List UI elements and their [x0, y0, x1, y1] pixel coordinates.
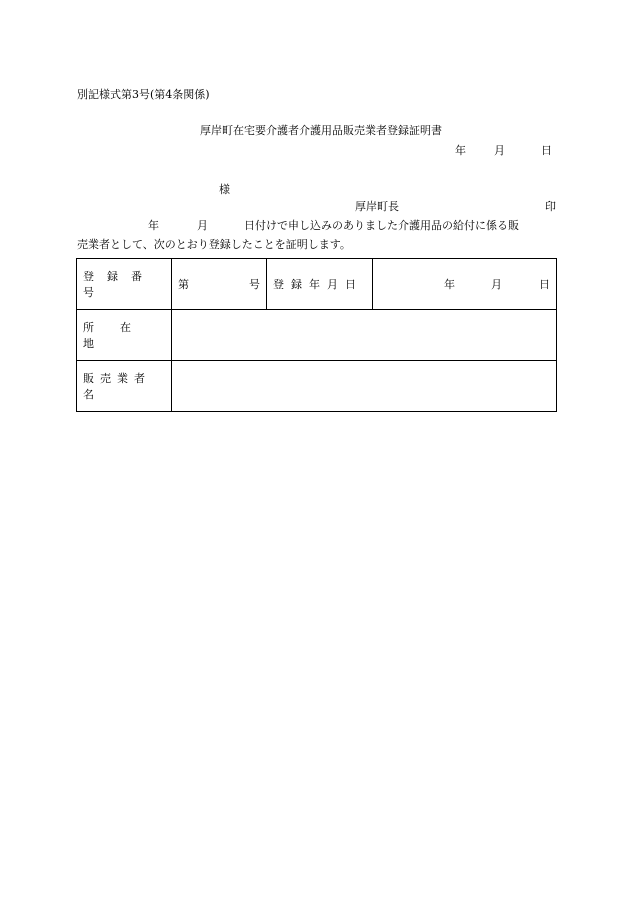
body-month: 月	[197, 219, 208, 232]
reg-date-year: 年	[444, 278, 455, 291]
reg-date-label-cell	[267, 259, 373, 310]
reg-number-prefix: 第	[178, 278, 189, 291]
table-row-vendor	[77, 361, 557, 412]
table-row-registration	[77, 259, 557, 310]
reg-date-label-text: 登録年月日	[273, 278, 363, 291]
certificate-table	[76, 258, 557, 412]
vendor-label-cell	[77, 361, 172, 412]
issue-date-year: 年	[455, 144, 466, 157]
location-label-cell	[77, 310, 172, 361]
issue-date-month: 月	[494, 144, 505, 157]
reg-number-value-cell	[172, 259, 267, 310]
table-row-location	[77, 310, 557, 361]
body-line1-text: 日付けで申し込みのありました介護用品の給付に係る販	[244, 219, 519, 232]
reg-number-label	[77, 268, 171, 300]
reg-date-value-cell	[373, 259, 557, 310]
issue-date-day: 日	[541, 144, 552, 157]
vendor-name-label-text: 販売業者名	[83, 372, 151, 401]
body-year: 年	[148, 219, 159, 232]
reg-number-label-text: 登録番号	[83, 270, 155, 299]
vendor-name-value-cell	[172, 361, 557, 412]
reg-number-label-cell	[77, 259, 172, 310]
document-title: 厚岸町在宅要介護者介護用品販売業者登録証明書	[200, 124, 442, 137]
addressee-suffix: 様	[219, 183, 230, 196]
form-number: 別記様式第3号(第4条関係)	[77, 88, 210, 101]
location-value-cell	[172, 310, 557, 361]
issue-date	[455, 142, 552, 158]
body-text-line1	[77, 217, 557, 233]
reg-date-day: 日	[539, 278, 550, 291]
reg-date-month: 月	[491, 278, 502, 291]
body-text-line2: 売業者として、次のとおり登録したことを証明します。	[77, 238, 351, 251]
issuer-name: 厚岸町長	[355, 200, 399, 213]
reg-number-suffix: 号	[249, 278, 260, 291]
seal-mark: 印	[545, 200, 556, 213]
location-label-text: 所在地	[83, 321, 157, 350]
